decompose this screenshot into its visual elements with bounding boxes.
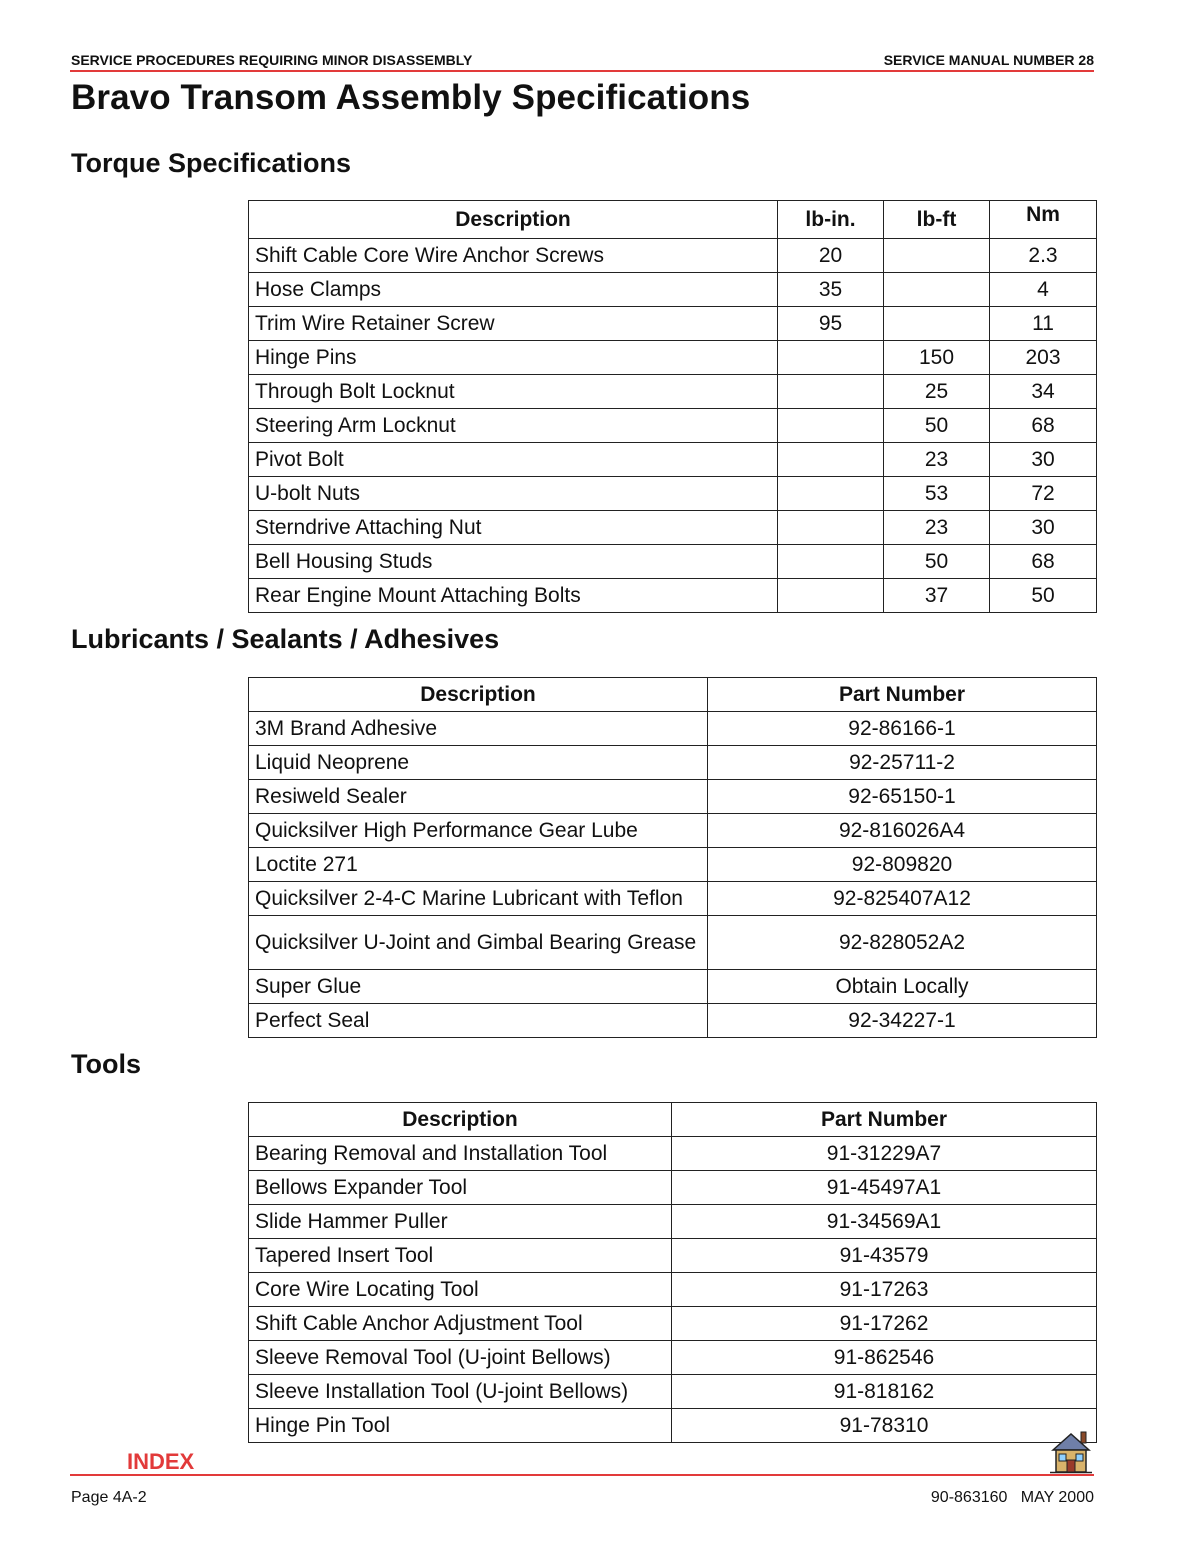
torque-header-row: [249, 201, 1097, 239]
description-cell: Sleeve Removal Tool (U-joint Bellows): [249, 1341, 672, 1375]
value-cell: 23: [884, 443, 990, 477]
table-row: [249, 1273, 1097, 1307]
lubricants-heading: Lubricants / Sealants / Adhesives: [71, 624, 500, 654]
description-cell: Sterndrive Attaching Nut: [249, 511, 778, 545]
value-cell: 50: [884, 409, 990, 443]
table-row: [249, 848, 1097, 882]
value-cell: [778, 579, 884, 613]
description-cell: Quicksilver High Performance Gear Lube: [249, 814, 708, 848]
description-cell: Shift Cable Anchor Adjustment Tool: [249, 1307, 672, 1341]
column-header-part-number: Part Number: [672, 1103, 1097, 1137]
value-cell: 91-17262: [672, 1307, 1097, 1341]
description-cell: U-bolt Nuts: [249, 477, 778, 511]
table-row: [249, 341, 1097, 375]
description-cell: Trim Wire Retainer Screw: [249, 307, 778, 341]
description-cell: Hinge Pins: [249, 341, 778, 375]
page-number: Page 4A-2: [71, 1489, 147, 1506]
table-row: [249, 443, 1097, 477]
value-cell: 34: [990, 375, 1097, 409]
column-header-part-number: Part Number: [708, 678, 1097, 712]
page-title: Bravo Transom Assembly Specifications: [71, 78, 751, 117]
description-cell: Steering Arm Locknut: [249, 409, 778, 443]
value-cell: 92-809820: [708, 848, 1097, 882]
value-cell: 95: [778, 307, 884, 341]
footer-rule: [70, 1474, 1094, 1476]
value-cell: 92-34227-1: [708, 1004, 1097, 1038]
lubricants-table: [248, 677, 1097, 1038]
description-cell: Shift Cable Core Wire Anchor Screws: [249, 239, 778, 273]
value-cell: 91-78310: [672, 1409, 1097, 1443]
description-cell: Tapered Insert Tool: [249, 1239, 672, 1273]
value-cell: [778, 477, 884, 511]
value-cell: [884, 273, 990, 307]
column-header-lb-in: lb-in.: [778, 201, 884, 239]
description-cell: Core Wire Locating Tool: [249, 1273, 672, 1307]
table-row: [249, 1375, 1097, 1409]
value-cell: [884, 239, 990, 273]
description-cell: Pivot Bolt: [249, 443, 778, 477]
description-cell: Quicksilver 2-4-C Marine Lubricant with Teflon: [249, 882, 708, 916]
column-header-description: Description: [249, 1103, 672, 1137]
value-cell: 35: [778, 273, 884, 307]
table-row: [249, 511, 1097, 545]
description-cell: Bell Housing Studs: [249, 545, 778, 579]
table-row: [249, 780, 1097, 814]
value-cell: 37: [884, 579, 990, 613]
column-header-lb-ft: lb-ft: [884, 201, 990, 239]
value-cell: 91-31229A7: [672, 1137, 1097, 1171]
table-row: [249, 579, 1097, 613]
description-cell: Quicksilver U-Joint and Gimbal Bearing Grease: [249, 916, 708, 970]
table-row: [249, 1171, 1097, 1205]
value-cell: 203: [990, 341, 1097, 375]
table-row: [249, 545, 1097, 579]
value-cell: 68: [990, 409, 1097, 443]
value-cell: Obtain Locally: [708, 970, 1097, 1004]
value-cell: [778, 443, 884, 477]
value-cell: 20: [778, 239, 884, 273]
house-icon[interactable]: [1050, 1430, 1092, 1474]
value-cell: 30: [990, 511, 1097, 545]
table-row: [249, 375, 1097, 409]
value-cell: 25: [884, 375, 990, 409]
table-row: [249, 307, 1097, 341]
table-row: [249, 409, 1097, 443]
tools-heading: Tools: [71, 1049, 141, 1079]
table-row: [249, 1341, 1097, 1375]
index-link[interactable]: INDEX: [127, 1449, 195, 1474]
column-header-description: Description: [249, 678, 708, 712]
value-cell: 91-34569A1: [672, 1205, 1097, 1239]
description-cell: Loctite 271: [249, 848, 708, 882]
description-cell: Through Bolt Locknut: [249, 375, 778, 409]
header-rule: [70, 70, 1094, 72]
table-row: [249, 882, 1097, 916]
value-cell: 30: [990, 443, 1097, 477]
value-cell: 53: [884, 477, 990, 511]
value-cell: [778, 375, 884, 409]
value-cell: 4: [990, 273, 1097, 307]
value-cell: 92-86166-1: [708, 712, 1097, 746]
description-cell: Hose Clamps: [249, 273, 778, 307]
table-row: [249, 970, 1097, 1004]
table-row: [249, 1205, 1097, 1239]
value-cell: 92-828052A2: [708, 916, 1097, 970]
running-header-left: SERVICE PROCEDURES REQUIRING MINOR DISASSEMBLY: [71, 52, 473, 68]
document-number-date: 90-863160 MAY 2000: [930, 1489, 1094, 1506]
value-cell: 91-862546: [672, 1341, 1097, 1375]
value-cell: 92-825407A12: [708, 882, 1097, 916]
table-row: [249, 1137, 1097, 1171]
value-cell: 92-65150-1: [708, 780, 1097, 814]
value-cell: [778, 511, 884, 545]
table-row: [249, 273, 1097, 307]
description-cell: Rear Engine Mount Attaching Bolts: [249, 579, 778, 613]
description-cell: Slide Hammer Puller: [249, 1205, 672, 1239]
column-header-nm: Nm: [990, 201, 1097, 239]
value-cell: 91-43579: [672, 1239, 1097, 1273]
description-cell: Bearing Removal and Installation Tool: [249, 1137, 672, 1171]
value-cell: 92-816026A4: [708, 814, 1097, 848]
description-cell: Perfect Seal: [249, 1004, 708, 1038]
value-cell: [778, 341, 884, 375]
table-row: [249, 1004, 1097, 1038]
value-cell: [778, 545, 884, 579]
description-cell: Bellows Expander Tool: [249, 1171, 672, 1205]
value-cell: 50: [990, 579, 1097, 613]
description-cell: Liquid Neoprene: [249, 746, 708, 780]
value-cell: 50: [884, 545, 990, 579]
value-cell: 23: [884, 511, 990, 545]
table-row: [249, 1239, 1097, 1273]
value-cell: 91-45497A1: [672, 1171, 1097, 1205]
torque-heading: Torque Specifications: [71, 148, 352, 178]
lubricants-header-row: [249, 678, 1097, 712]
description-cell: Super Glue: [249, 970, 708, 1004]
value-cell: 91-818162: [672, 1375, 1097, 1409]
description-cell: Sleeve Installation Tool (U-joint Bellows): [249, 1375, 672, 1409]
value-cell: 68: [990, 545, 1097, 579]
table-row: [249, 712, 1097, 746]
table-row: [249, 1409, 1097, 1443]
table-row: [249, 814, 1097, 848]
value-cell: 92-25711-2: [708, 746, 1097, 780]
table-row: [249, 916, 1097, 970]
table-row: [249, 1307, 1097, 1341]
table-row: [249, 746, 1097, 780]
torque-table: [248, 200, 1097, 613]
table-row: [249, 239, 1097, 273]
value-cell: 150: [884, 341, 990, 375]
running-header-right: SERVICE MANUAL NUMBER 28: [883, 52, 1094, 68]
tools-header-row: [249, 1103, 1097, 1137]
description-cell: Resiweld Sealer: [249, 780, 708, 814]
tools-table: [248, 1102, 1097, 1443]
value-cell: [778, 409, 884, 443]
value-cell: 72: [990, 477, 1097, 511]
description-cell: Hinge Pin Tool: [249, 1409, 672, 1443]
column-header-description: Description: [249, 201, 778, 239]
value-cell: 2.3: [990, 239, 1097, 273]
table-row: [249, 477, 1097, 511]
description-cell: 3M Brand Adhesive: [249, 712, 708, 746]
value-cell: 91-17263: [672, 1273, 1097, 1307]
value-cell: 11: [990, 307, 1097, 341]
value-cell: [884, 307, 990, 341]
